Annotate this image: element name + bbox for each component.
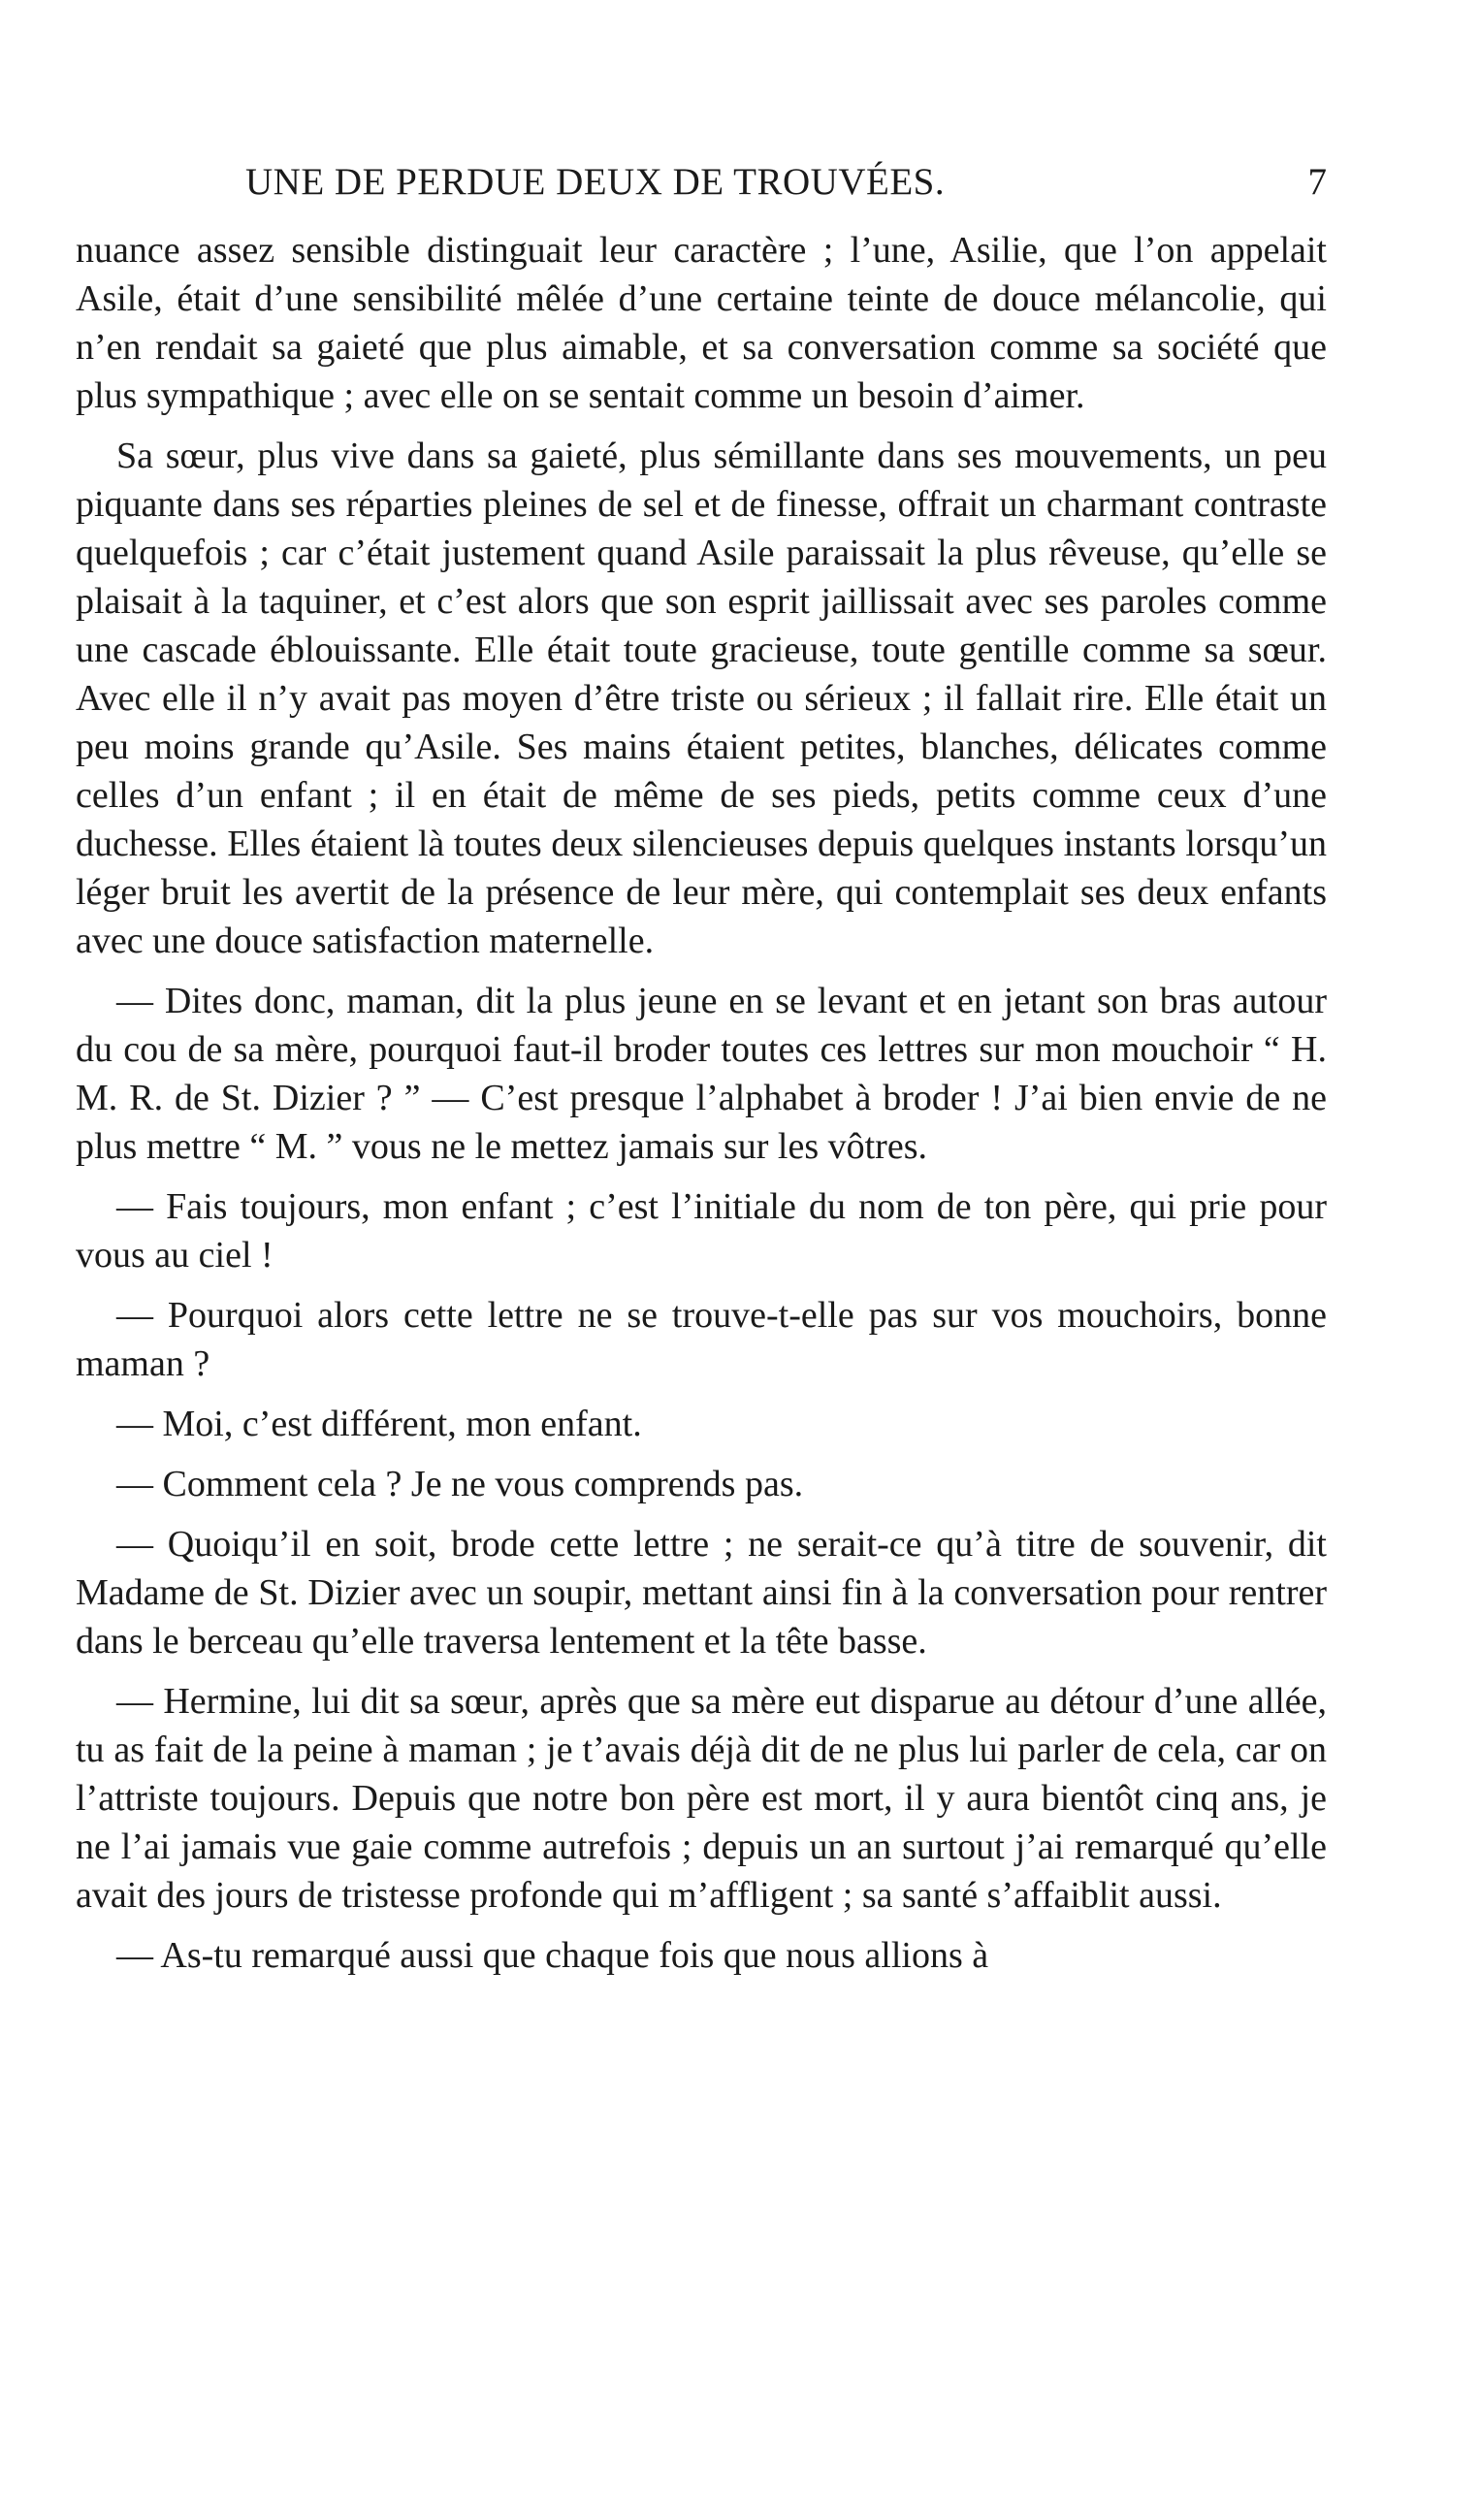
- paragraph: Sa sœur, plus vive dans sa gaieté, plus sémillante dans ses mouvements, un peu piquante dans ses réparties pleines de sel et de finesse, offrait un charmant contraste quelquefois ; car c’était justement quand Asile paraissait la plus rêveuse, qu’elle se plaisait à la taquiner, et c’est alors que son esprit jaillissait avec ses paroles comme une cascade éblouissante. Elle était toute gracieuse, toute gentille comme sa sœur. Avec elle il n’y avait pas moyen d’être triste ou sérieux ; il fallait rire. Elle était un peu moins grande qu’Asile. Ses mains étaient petites, blanches, délicates comme celles d’un enfant ; il en était de même de ses pieds, petits comme ceux d’une duchesse. Elles étaient là toutes deux silencieuses depuis quelques instants lorsqu’un léger bruit les avertit de la présence de leur mère, qui contemplait ses deux enfants avec une douce satisfaction maternelle.: [76, 436, 1327, 961]
- page-header: [76, 160, 1327, 222]
- paragraph: — Moi, c’est différent, mon enfant.: [116, 1404, 642, 1444]
- paragraph: — Quoiqu’il en soit, brode cette lettre ; ne serait-ce qu’à titre de souvenir, dit Madame de St. Dizier avec un soupir, mettant ainsi fin à la conversation pour rentrer dans le berceau qu’elle traversa lentement et la tête basse.: [76, 1524, 1327, 1662]
- paragraph: nuance assez sensible distinguait leur caractère ; l’une, Asilie, que l’on appelait Asile, était d’une sensibilité mêlée d’une certaine teinte de douce mélancolie, qui n’en rendait sa gaieté que plus aimable, et sa conversation comme sa société que plus sympathique ; avec elle on se sentait comme un besoin d’aimer.: [76, 230, 1327, 416]
- paragraph: — As-tu remarqué aussi que chaque fois que nous allions à: [116, 1935, 989, 1976]
- paragraph: — Dites donc, maman, dit la plus jeune en se levant et en jetant son bras autour du cou de sa mère, pourquoi faut-il broder toutes ces lettres sur mon mouchoir “ H. M. R. de St. Dizier ? ” — C’est presque l’alphabet à broder ! J’ai bien envie de ne plus mettre “ M. ” vous ne le mettez jamais sur les vôtres.: [76, 981, 1327, 1167]
- running-title: UNE DE PERDUE DEUX DE TROUVÉES.: [245, 161, 946, 203]
- page-content: [76, 160, 1327, 1991]
- body-text: [76, 226, 1327, 1980]
- paragraph: — Pourquoi alors cette lettre ne se trouve-t-elle pas sur vos mouchoirs, bonne maman ?: [76, 1295, 1327, 1384]
- paragraph: — Comment cela ? Je ne vous comprends pas.: [116, 1464, 804, 1504]
- page-number: 7: [1307, 161, 1327, 203]
- paragraph: — Fais toujours, mon enfant ; c’est l’initiale du nom de ton père, qui prie pour vous au ciel !: [76, 1186, 1327, 1276]
- paragraph: — Hermine, lui dit sa sœur, après que sa mère eut disparue au détour d’une allée, tu as fait de la peine à maman ; je t’avais déjà dit de ne plus lui parler de cela, car on l’attriste toujours. Depuis que notre bon père est mort, il y aura bientôt cinq ans, je ne l’ai jamais vue gaie comme autrefois ; depuis un an surtout j’ai remarqué qu’elle avait des jours de tristesse profonde qui m’affligent ; sa santé s’affaiblit aussi.: [76, 1681, 1327, 1916]
